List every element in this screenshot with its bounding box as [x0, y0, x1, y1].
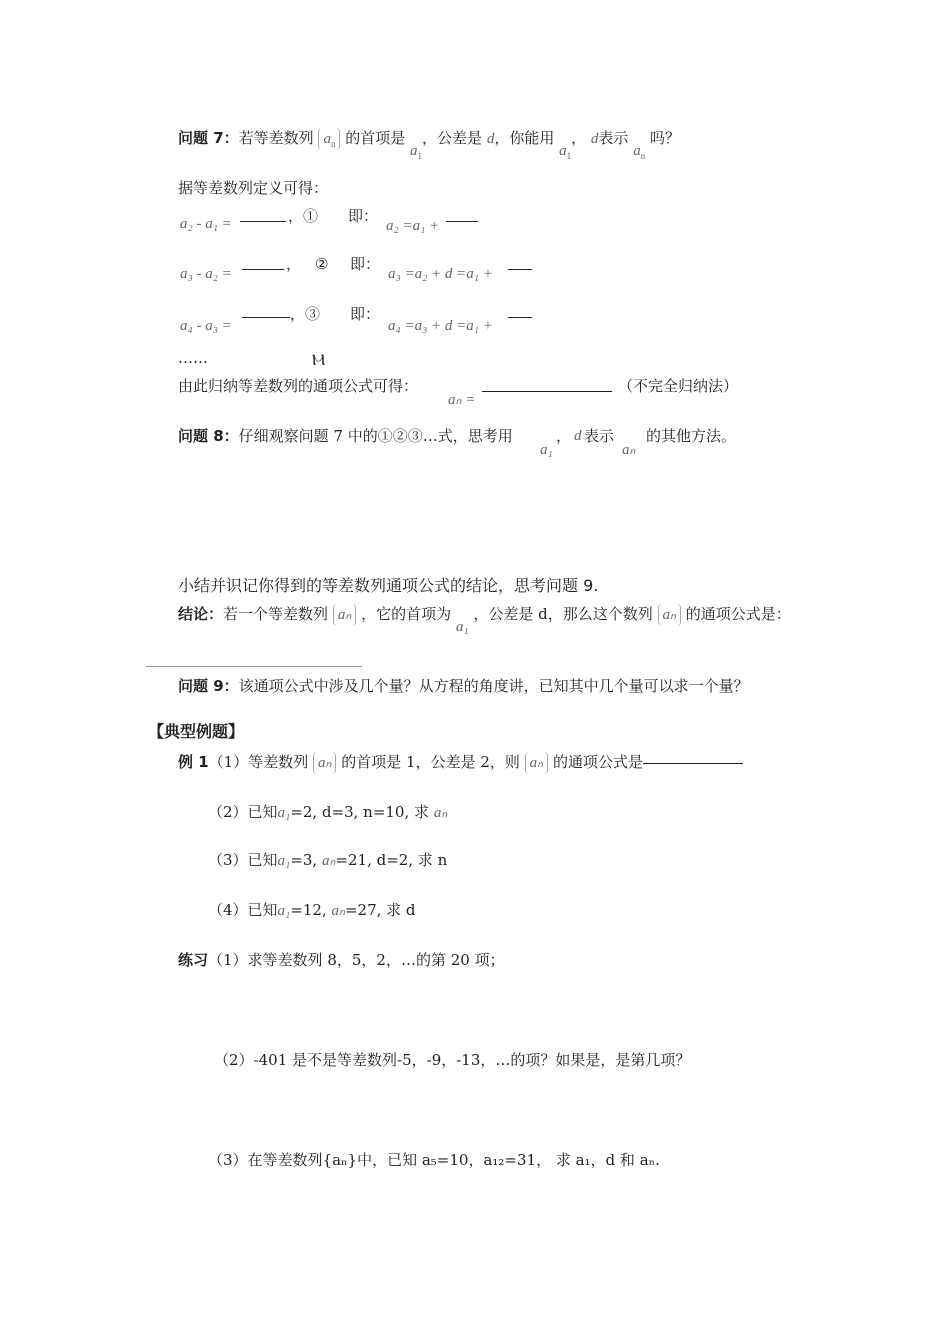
- q7-d: d: [486, 131, 495, 147]
- conclusion-a1: a₁: [455, 619, 469, 635]
- eq1-circ: ，①: [288, 207, 319, 225]
- practice-2: （2）-401 是不是等差数列-5，-9，-13，…的项？如果是，是第几项？: [214, 1051, 691, 1069]
- q8-text2: 表示: [584, 427, 615, 445]
- q7-d-b: d: [590, 131, 599, 147]
- eq3-ji: 即：: [350, 305, 381, 323]
- q7-text1: 若等差数列: [238, 129, 314, 147]
- ex1-blank: [643, 762, 743, 764]
- q8-text3: 的其他方法。: [646, 427, 737, 445]
- definition-line: 据等差数列定义可得：: [178, 179, 329, 197]
- eq1-lhs: a₂ - a₁ =: [180, 216, 232, 232]
- q7-text3: ，公差是: [422, 129, 483, 147]
- example-1-2: （2）已知a₁=2, d=3, n=10, 求 aₙ: [208, 803, 448, 821]
- q8-a1: a₁: [540, 442, 553, 458]
- summary-line: 小结并识记你得到的等差数列通项公式的结论，思考问题 9.: [178, 576, 599, 595]
- q7-a1: $a_1$: [410, 143, 423, 161]
- ex1-brace-2: aₙ: [525, 752, 548, 774]
- q7-label: 问题 7：: [178, 129, 239, 147]
- eq2-circ: ， ②: [286, 255, 329, 273]
- eq2-lhs: a₃ - a₂ =: [180, 266, 232, 282]
- q7-an: $a_n$: [633, 143, 646, 161]
- eq3-lhs: a₄ - a₃ =: [180, 318, 232, 334]
- example-1: 例 1（1）等差数列 aₙ 的首项是 1，公差是 2，则 aₙ 的通项公式是: [178, 752, 743, 774]
- conclusion-line: 结论：若一个等差数列 aₙ ，它的首项为 a₁ ，公差是 d，那么这个数列 aₙ 的通项公式是：: [178, 605, 791, 635]
- eq2-ji: 即：: [350, 255, 381, 273]
- example-1-4: （4）已知a₁=12, aₙ=27, 求 d: [208, 901, 416, 919]
- eq1-blank: [240, 220, 286, 222]
- q8-an: aₙ: [622, 442, 636, 458]
- eq2-blank: [242, 268, 284, 270]
- induction-lhs: aₙ =: [448, 392, 476, 408]
- q7-text5: 表示: [598, 129, 629, 147]
- practice-3: （3）在等差数列{aₙ}中，已知 a₅=10，a₁₂=31， 求 a₁，d 和 aₙ.: [208, 1151, 660, 1169]
- q8-comma: ，: [556, 427, 572, 445]
- q8-d: d: [574, 428, 582, 444]
- eq3-rhs: a₄ =a₃ + d =a₁ +: [388, 318, 493, 334]
- practice-1: 练习（1）求等差数列 8，5，2，…的第 20 项；: [178, 951, 505, 969]
- eq2-rhs-blank: [508, 268, 532, 270]
- eq1-rhs: a₂ =a₁ +: [386, 218, 440, 234]
- q7-a1-b: $a_1$: [559, 143, 572, 161]
- ex1-brace-1: aₙ: [313, 752, 336, 774]
- eq3-rhs-blank: [508, 316, 532, 318]
- conclusion-answer-line: [146, 666, 362, 667]
- eq1-rhs-blank: [446, 220, 478, 222]
- example-1-3: （3）已知a₁=3, aₙ=21, d=2, 求 n: [208, 851, 448, 869]
- cursor-mark: Ⲙ: [312, 350, 326, 369]
- eq3-blank: [242, 316, 290, 318]
- q7-text4: ，你能用: [494, 129, 555, 147]
- induction-blank: [482, 390, 612, 392]
- q7-seq-an: $a_n$: [318, 128, 340, 150]
- conclusion-brace-1: aₙ: [333, 604, 356, 626]
- eq1-ji: 即：: [348, 207, 379, 225]
- q7-text6: 吗？: [650, 129, 681, 147]
- eq2-rhs: a₃ =a₂ + d =a₁ +: [388, 266, 493, 282]
- induction-note: （不完全归纳法）: [618, 377, 739, 395]
- eq3-circ: ，③: [290, 305, 321, 323]
- question-7: 问题 7：若等差数列 $a_n$ 的首项是 $a_1$，公差是 d，你能用 $a_1$， d表示 $a_n$ 吗？: [178, 129, 681, 161]
- conclusion-brace-2: aₙ: [658, 604, 681, 626]
- question-9: 问题 9：该通项公式中涉及几个量？从方程的角度讲，已知其中几个量可以求一个量？: [178, 677, 749, 695]
- q7-text2: 的首项是: [345, 129, 406, 147]
- section-heading: 【典型例题】: [148, 722, 245, 741]
- induction-text: 由此归纳等差数列的通项公式可得：: [178, 377, 419, 395]
- ellipsis: ……: [178, 349, 208, 367]
- question-8: 问题 8：仔细观察问题 7 中的①②③…式，思考用: [178, 427, 513, 445]
